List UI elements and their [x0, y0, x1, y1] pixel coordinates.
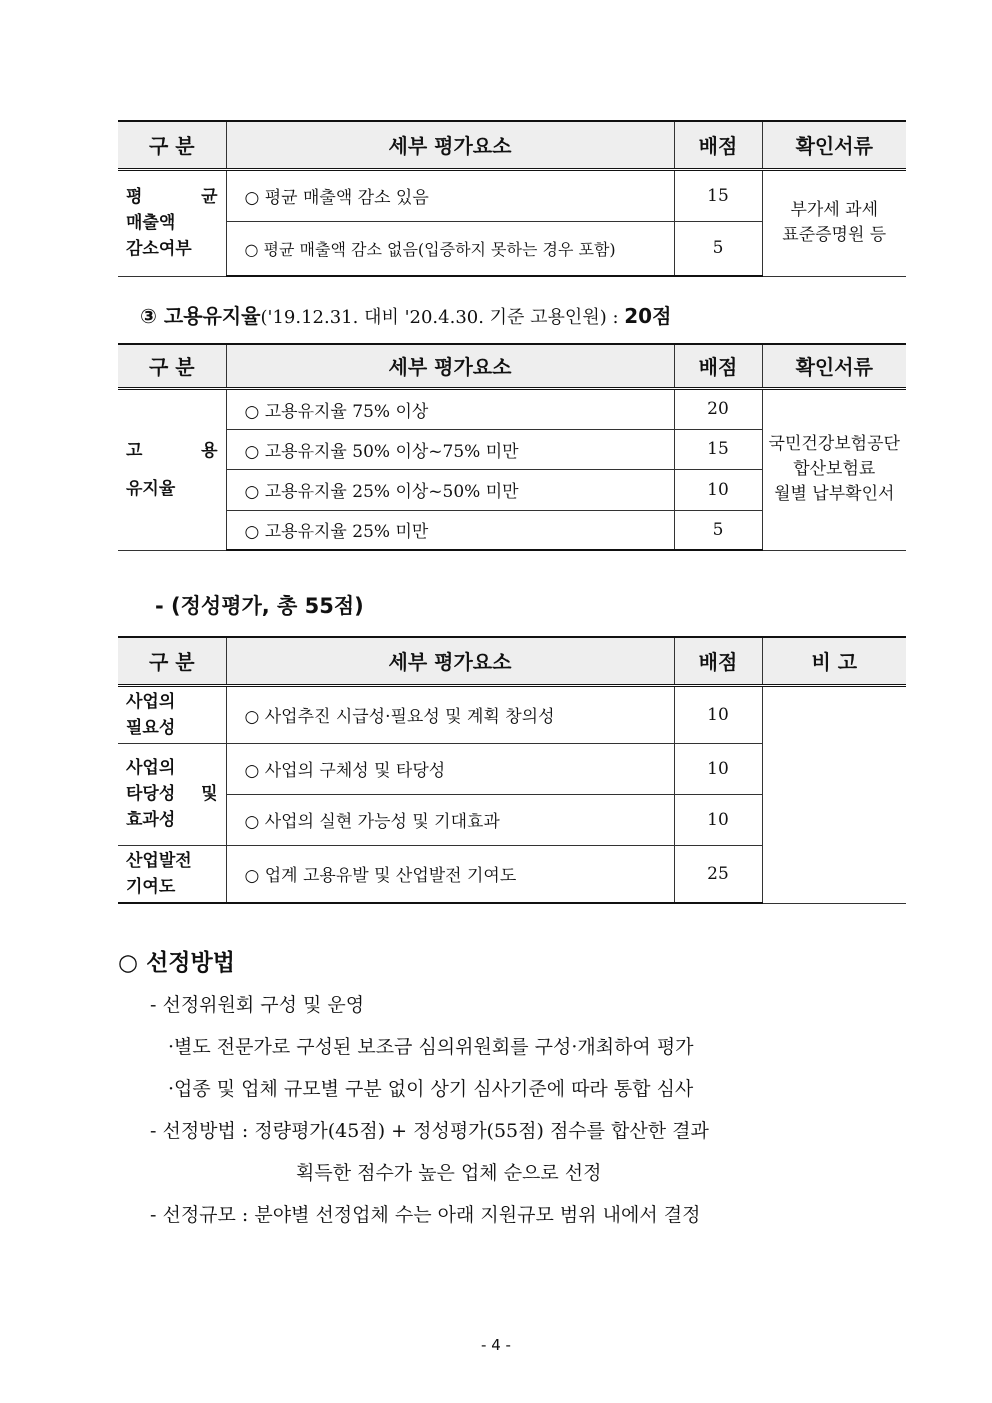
- score-value: 25: [674, 845, 762, 903]
- score-value: 10: [674, 794, 762, 845]
- score-value: 10: [674, 685, 762, 743]
- score-value: 10: [674, 743, 762, 794]
- category-line: 평 균: [126, 187, 218, 207]
- table-sales-decrease: [118, 120, 906, 277]
- category-cell: [118, 845, 226, 903]
- score-value: 20: [674, 388, 762, 429]
- detail-item: ○ 평균 매출액 감소 없음(입증하지 못하는 경우 포함): [226, 221, 674, 276]
- category-cell: [118, 685, 226, 743]
- score-value: 15: [674, 169, 762, 221]
- doc-line: 부가세 과세: [790, 200, 878, 220]
- header-category: 구 분: [118, 344, 226, 388]
- header-detail: 세부 평가요소: [226, 344, 674, 388]
- category-line: 감소여부: [126, 239, 192, 259]
- category-line: 사업의: [126, 758, 176, 778]
- doc-cell: [762, 169, 906, 276]
- category-line: 매출액: [126, 213, 176, 233]
- detail-item: ○ 사업의 구체성 및 타당성: [226, 743, 674, 794]
- category-line: 기여도: [126, 876, 176, 897]
- doc-line: 합산보험료: [793, 459, 876, 479]
- heading-points: 20점: [624, 304, 672, 328]
- detail-item: ○ 사업추진 시급성·필요성 및 계획 창의성: [226, 685, 674, 743]
- qualitative-heading: - (정성평가, 총 55점): [155, 594, 364, 618]
- category-line: 고 용: [126, 440, 218, 461]
- page-number: - 4 -: [481, 1336, 511, 1354]
- detail-item: ○ 평균 매출액 감소 있음: [226, 169, 674, 221]
- table-qualitative: [118, 636, 906, 904]
- selection-line: - 선정규모 : 분야별 선정업체 수는 아래 지원규모 범위 내에서 결정: [150, 1204, 701, 1226]
- detail-item: ○ 고용유지율 75% 이상: [226, 388, 674, 429]
- heading-prefix: ③ 고용유지율: [140, 304, 261, 328]
- header-doc: 확인서류: [762, 344, 906, 388]
- table-employment-retention: [118, 343, 906, 551]
- detail-item: ○ 고용유지율 25% 이상~50% 미만: [226, 469, 674, 510]
- detail-item: ○ 업계 고용유발 및 산업발전 기여도: [226, 845, 674, 903]
- header-score: 배점: [674, 637, 762, 685]
- employment-heading: [140, 300, 671, 329]
- header-remarks: 비 고: [762, 637, 906, 685]
- header-score: 배점: [674, 344, 762, 388]
- selection-line: ·업종 및 업체 규모별 구분 없이 상기 심사기준에 따라 통합 심사: [168, 1078, 694, 1100]
- category-line: 필요성: [126, 717, 176, 738]
- category-line: 타당성 및: [126, 784, 218, 804]
- category-line: 유지율: [126, 478, 176, 499]
- selection-line: ·별도 전문가로 구성된 보조금 심의위원회를 구성·개최하여 평가: [168, 1036, 694, 1058]
- score-value: 15: [674, 429, 762, 469]
- doc-cell: [762, 388, 906, 550]
- selection-line: - 선정방법 : 정량평가(45점) + 정성평가(55점) 점수를 합산한 결과: [150, 1120, 709, 1142]
- category-line: 산업발전: [126, 850, 192, 871]
- score-value: 5: [674, 221, 762, 276]
- header-detail: 세부 평가요소: [226, 637, 674, 685]
- category-line: 사업의: [126, 691, 176, 712]
- detail-item: ○ 고용유지율 25% 미만: [226, 510, 674, 550]
- category-cell: [118, 169, 226, 276]
- detail-item: ○ 사업의 실현 가능성 및 기대효과: [226, 794, 674, 845]
- category-cell: [118, 743, 226, 845]
- header-category: 구 분: [118, 121, 226, 169]
- selection-line: 획득한 점수가 높은 업체 순으로 선정: [296, 1162, 602, 1184]
- header-score: 배점: [674, 121, 762, 169]
- score-value: 10: [674, 469, 762, 510]
- detail-item: ○ 고용유지율 50% 이상~75% 미만: [226, 429, 674, 469]
- doc-line: 월별 납부확인서: [774, 484, 895, 504]
- header-detail: 세부 평가요소: [226, 121, 674, 169]
- selection-title: ○ 선정방법: [118, 950, 235, 976]
- category-cell: [118, 388, 226, 550]
- header-category: 구 분: [118, 637, 226, 685]
- score-value: 5: [674, 510, 762, 550]
- category-line: 효과성: [126, 810, 176, 830]
- remarks-cell: [762, 685, 906, 903]
- header-doc: 확인서류: [762, 121, 906, 169]
- selection-line: - 선정위원회 구성 및 운영: [150, 994, 365, 1016]
- heading-detail: ('19.12.31. 대비 '20.4.30. 기준 고용인원) :: [260, 307, 625, 328]
- doc-line: 표준증명원 등: [782, 225, 887, 245]
- doc-line: 국민건강보험공단: [768, 434, 900, 454]
